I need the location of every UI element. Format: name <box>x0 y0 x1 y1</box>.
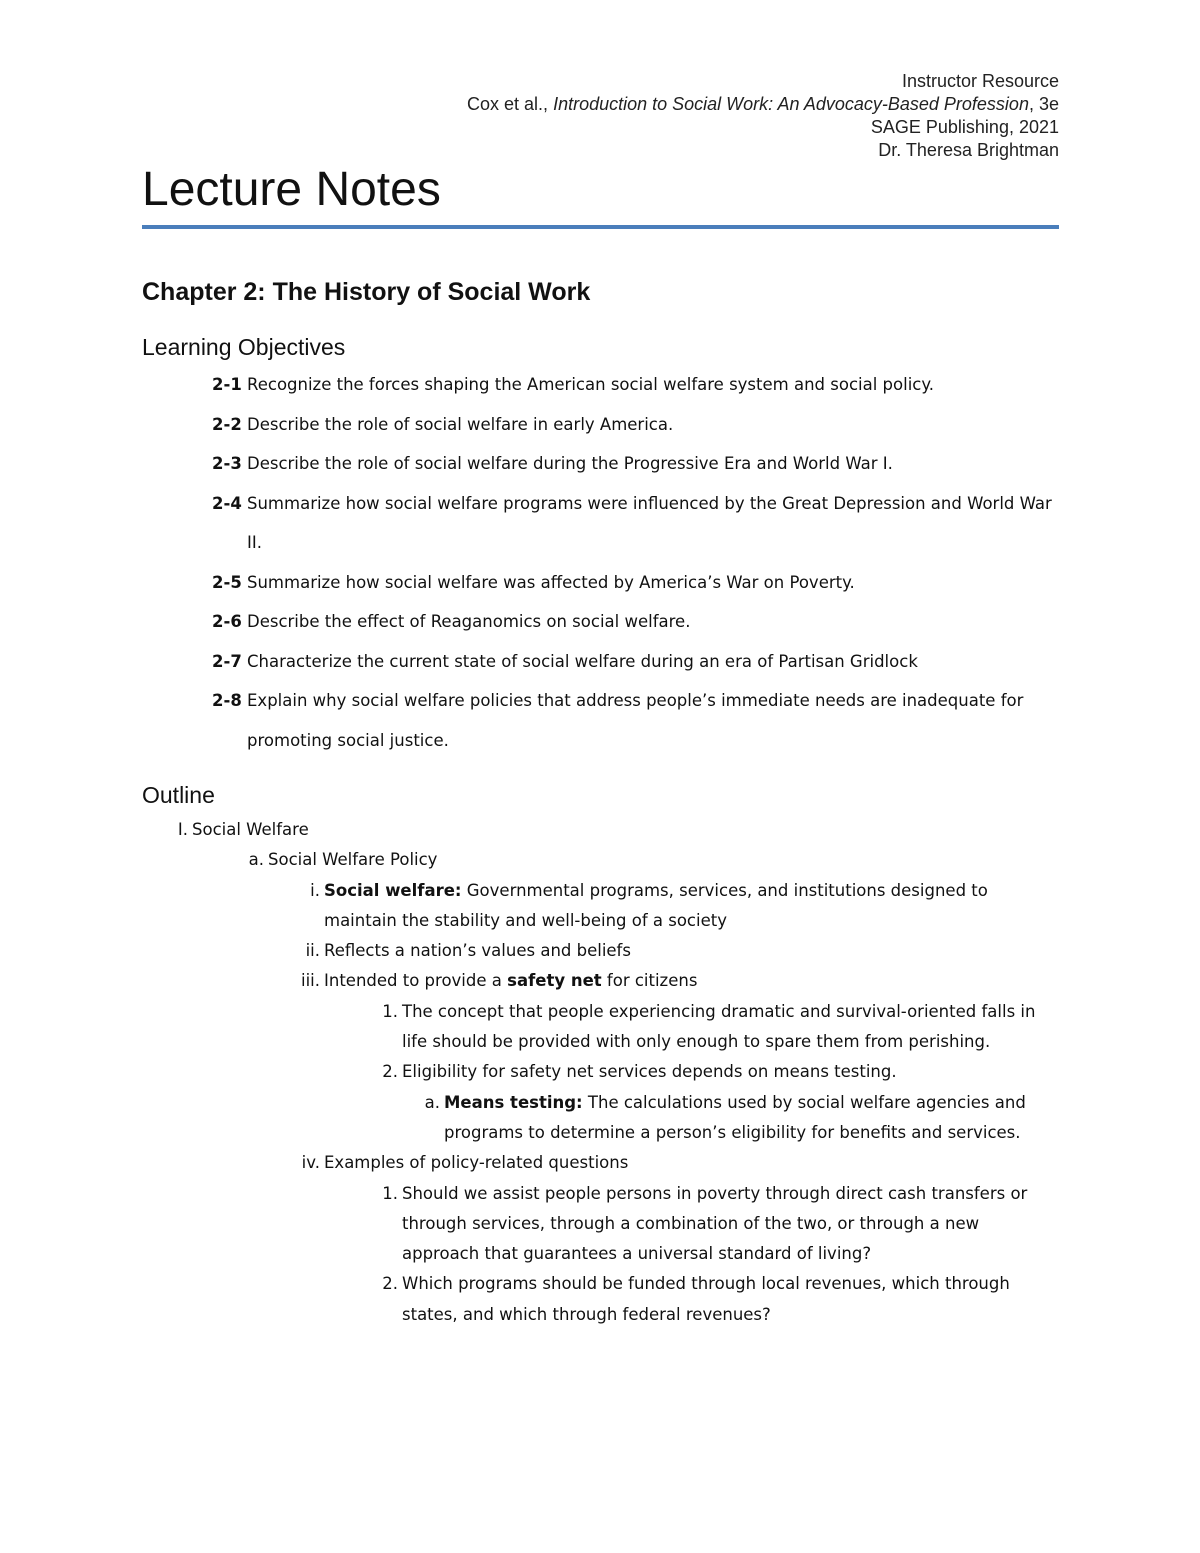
outline-text: Reflects a nation’s values and beliefs <box>324 941 631 961</box>
outline-item <box>142 815 1059 845</box>
outline-item <box>142 876 1059 937</box>
document-page <box>142 0 1059 1553</box>
outline-marker: i. <box>310 880 320 900</box>
learning-objectives-heading: Learning Objectives <box>142 334 346 360</box>
outline-item <box>142 1088 1059 1149</box>
outline-marker: 1. <box>382 1183 398 1203</box>
objective-number: 2-6 <box>212 612 242 631</box>
objective-text: Recognize the forces shaping the American social welfare system and social policy. <box>247 375 935 394</box>
outline-marker: 2. <box>382 1274 398 1294</box>
outline-text: Eligibility for safety net services depends on means testing. <box>402 1062 897 1082</box>
objective-number: 2-8 <box>212 691 242 710</box>
outline-item <box>142 1269 1059 1330</box>
header-line-publisher: SAGE Publishing, 2021 <box>870 117 1059 137</box>
objective-text: Describe the role of social welfare during the Progressive Era and World War I. <box>247 454 893 473</box>
header-line-resource: Instructor Resource <box>901 71 1059 91</box>
outline-item <box>142 845 1059 875</box>
objective-text: Describe the effect of Reaganomics on social welfare. <box>247 612 691 631</box>
objective-item <box>212 444 1059 484</box>
objective-text: Characterize the current state of social welfare during an era of Partisan Gridlock <box>247 651 918 671</box>
citation-authors: Cox et al., <box>467 94 554 114</box>
objective-number: 2-4 <box>212 493 242 513</box>
outline-item <box>142 1148 1059 1178</box>
definition-text: Governmental programs, services, and institutions designed to maintain the stability and well-being of a society <box>324 880 988 930</box>
outline-text: Examples of policy-related questions <box>324 1153 629 1173</box>
objective-number: 2-7 <box>212 651 242 671</box>
definition-text: The calculations used by social welfare agencies and programs to determine a person’s eligibility for benefits and services. <box>444 1092 1026 1142</box>
term-social-welfare: Social welfare: <box>324 880 462 900</box>
outline-text: Which programs should be funded through local revenues, which through states, and which through federal revenues? <box>402 1274 1010 1324</box>
outline-text: Social Welfare <box>192 820 309 839</box>
outline-marker: a. <box>424 1092 440 1112</box>
outline-text: Social Welfare Policy <box>268 850 438 870</box>
objective-number: 2-2 <box>212 414 242 434</box>
outline-marker: ii. <box>305 941 320 961</box>
citation-book-title: Introduction to Social Work: An Advocacy-Based Profession <box>553 94 1029 114</box>
title-divider <box>142 225 1059 229</box>
outline-marker: a. <box>248 850 264 870</box>
outline-text: The concept that people experiencing dramatic and survival-oriented falls in life should be provided with only enough to spare them from perishing. <box>402 1001 1036 1052</box>
text-prefix: Intended to provide a <box>324 971 508 991</box>
outline-marker: 1. <box>382 1001 398 1021</box>
citation-edition: , 3e <box>1028 94 1059 114</box>
outline-text <box>324 876 1059 937</box>
objective-number: 2-1 <box>212 375 242 394</box>
objective-item <box>212 563 1059 603</box>
outline-marker: I. <box>177 820 188 839</box>
objective-item <box>212 484 1059 563</box>
outline-heading: Outline <box>142 782 215 808</box>
outline-item <box>142 966 1059 996</box>
objective-text: Explain why social welfare policies that address people’s immediate needs are inadequate for promoting social justice. <box>247 691 1024 750</box>
outline-text <box>444 1088 1059 1149</box>
outline-item <box>142 1179 1059 1270</box>
term-means-testing: Means testing: <box>444 1092 583 1112</box>
chapter-heading: Chapter 2: The History of Social Work <box>142 278 591 306</box>
outline-list <box>142 815 1059 1330</box>
outline-item <box>142 997 1059 1058</box>
page-title: Lecture Notes <box>142 163 441 216</box>
outline-text: Should we assist people persons in poverty through direct cash transfers or through services, through a combination of the two, or through a new approach that guarantees a universal standard of living? <box>402 1183 1028 1264</box>
objective-text: Summarize how social welfare was affected by America’s War on Poverty. <box>247 572 855 592</box>
objective-item <box>212 602 1059 642</box>
outline-item <box>142 936 1059 966</box>
learning-objectives-list <box>212 365 1059 760</box>
header-line-citation <box>467 93 1059 116</box>
term-safety-net: safety net <box>507 971 602 991</box>
objective-number: 2-5 <box>212 572 242 592</box>
outline-marker: iii. <box>301 971 320 991</box>
header-line-author: Dr. Theresa Brightman <box>878 140 1059 160</box>
objective-item <box>212 681 1059 760</box>
text-suffix: for citizens <box>601 971 698 991</box>
document-header <box>467 70 1059 162</box>
objective-number: 2-3 <box>212 454 242 473</box>
outline-item <box>142 1057 1059 1087</box>
objective-text: Summarize how social welfare programs were influenced by the Great Depression and World War II. <box>247 493 1052 552</box>
objective-item <box>212 405 1059 445</box>
objective-item <box>212 642 1059 682</box>
objective-item <box>212 365 1059 405</box>
outline-marker: 2. <box>382 1062 398 1082</box>
objective-text: Describe the role of social welfare in early America. <box>247 414 674 434</box>
outline-text <box>324 966 1059 996</box>
outline-marker: iv. <box>301 1153 320 1173</box>
